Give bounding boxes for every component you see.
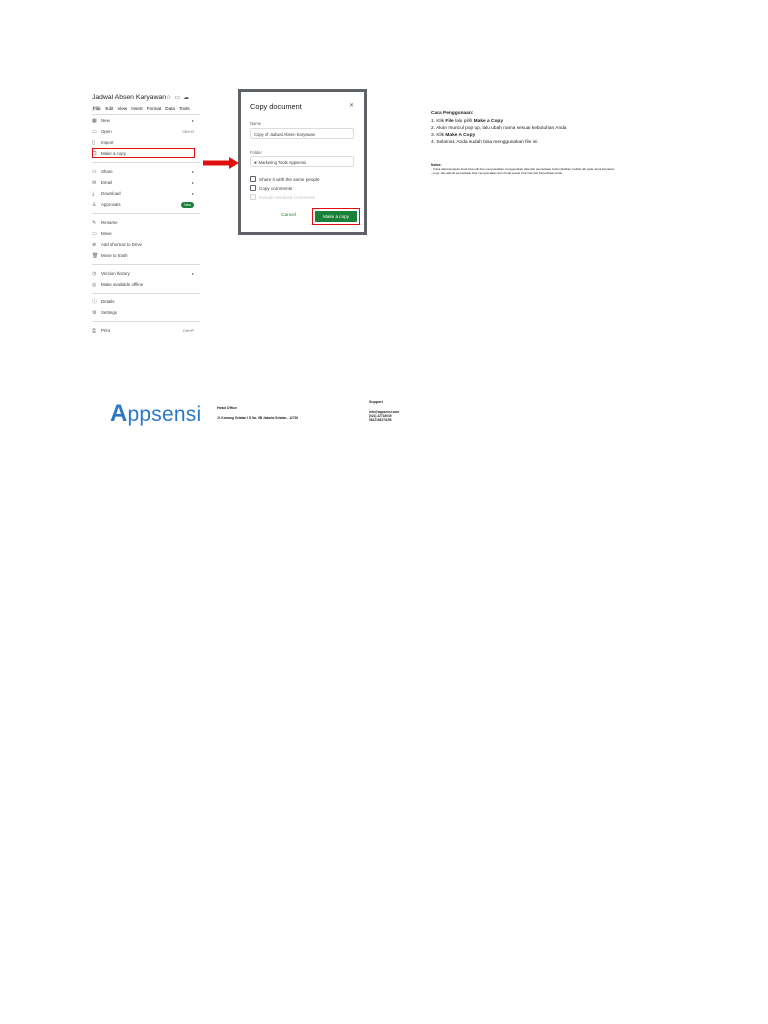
- step-3: 3. Klik Make A Copy: [431, 132, 476, 138]
- share-checkbox-row[interactable]: Share it with the same people: [250, 176, 320, 182]
- appsensi-logo: Appsensi: [110, 400, 202, 427]
- menu-separator: [92, 114, 200, 115]
- head-office-title: Head Office: [217, 406, 237, 410]
- menu-tools[interactable]: Tools: [178, 106, 190, 111]
- head-office-address: Jl. Kemang Selatan I D No. 9B Jakarta Selatan - 12730: [217, 416, 299, 420]
- menu-item-download[interactable]: ⤓ Download ▸: [92, 190, 194, 197]
- shortcut-icon: ⊕: [92, 241, 97, 248]
- menu-view[interactable]: View: [117, 106, 128, 111]
- support-title: Support: [369, 400, 383, 404]
- menu-item-details[interactable]: ⓘ Details: [92, 299, 115, 305]
- name-input[interactable]: Copy of Jadwal Absen Karyawan: [250, 128, 354, 139]
- share-checkbox[interactable]: [250, 176, 256, 182]
- notes-heading: Notes:: [431, 163, 442, 167]
- cloud-icon: ☁: [183, 95, 193, 101]
- cancel-button[interactable]: Cancel: [281, 213, 296, 218]
- menu-item-move-to-trash[interactable]: 🗑 Move to trash: [92, 252, 128, 259]
- step-1: 1. Klik File lalu pilih Make a Copy: [431, 118, 503, 124]
- folder-field[interactable]: [250, 156, 354, 167]
- info-icon: ⓘ: [92, 299, 98, 305]
- copy-comments-checkbox[interactable]: [250, 185, 256, 191]
- menu-item-offline[interactable]: ◎ Make available offline: [92, 281, 144, 288]
- menu-item-approvals[interactable]: ♙ Approvals New: [92, 200, 200, 209]
- history-icon: ◷: [92, 270, 97, 277]
- folder-label: Folder: [250, 150, 262, 155]
- new-badge: New: [181, 202, 194, 208]
- menu-separator: [92, 162, 200, 163]
- dialog-title: Copy document: [250, 102, 302, 111]
- name-label: Name: [250, 121, 262, 126]
- file-menu-screenshot: [90, 92, 202, 342]
- grid-icon: ▦: [92, 117, 97, 124]
- menu-item-add-shortcut[interactable]: ⊕ Add shortcut to Drive: [92, 241, 142, 248]
- menu-item-share[interactable]: ⚇ Share ▸: [92, 168, 194, 175]
- copy-icon: ❐: [92, 150, 97, 157]
- trash-icon: 🗑: [92, 252, 99, 259]
- menu-edit[interactable]: Edit: [105, 106, 114, 111]
- document-title: Jadwal Absen Karyawan: [92, 94, 167, 101]
- folder-value: Marketing Tools Appsensi: [258, 160, 306, 165]
- menu-data[interactable]: Data: [165, 106, 175, 111]
- copy-comments-checkbox-row[interactable]: Copy comments: [250, 185, 292, 191]
- title-icons: [166, 94, 192, 101]
- approvals-icon: ♙: [92, 201, 97, 208]
- offline-icon: ◎: [92, 281, 97, 288]
- close-icon[interactable]: ✕: [348, 103, 354, 109]
- note-2: - Logo, dan alamat perusahaan bisa menyesuaikan dan di edit sesuai informasi dari Perusahaan Anda: [431, 171, 562, 175]
- move-icon: ▭: [92, 230, 97, 237]
- menu-item-rename[interactable]: ✎ Rename: [92, 219, 118, 226]
- folder-icon: ■: [254, 160, 257, 165]
- menu-separator: [92, 213, 200, 214]
- resolved-comments-checkbox-row: Include resolved comments: [250, 194, 315, 200]
- menu-item-settings[interactable]: ⚙ Settings: [92, 309, 117, 316]
- menu-separator: [92, 264, 200, 265]
- menu-format[interactable]: Format: [146, 106, 162, 111]
- support-email: info@appsensi.com: [369, 410, 400, 414]
- download-icon: ⤓: [92, 190, 95, 197]
- instructions: [431, 111, 731, 146]
- menu-file[interactable]: File: [93, 106, 101, 111]
- copy-document-dialog: [238, 89, 367, 235]
- red-arrow-icon: [203, 157, 239, 169]
- resolved-comments-checkbox: [250, 194, 256, 200]
- menu-item-open[interactable]: ▭ Open Ctrl+O: [92, 128, 194, 135]
- menu-item-email[interactable]: ✉ Email ▸: [92, 179, 194, 186]
- support: [369, 400, 399, 423]
- instructions-heading: Cara Penggunaan:: [431, 111, 474, 116]
- menu-item-version-history[interactable]: ◷ Version history ▸: [92, 270, 194, 277]
- note-1: - Untuk data karyawan Anda bisa edit dan menyesuaikan menggunakan data dari perusahaan Anda (silahkan melihat tab pada nama karyawan: [431, 167, 615, 171]
- notes: [431, 163, 731, 175]
- dialog-body: [241, 92, 364, 232]
- gear-icon: ⚙: [92, 309, 97, 316]
- share-icon: ⚇: [92, 168, 97, 175]
- folder-move-icon: ▭: [174, 95, 184, 101]
- menu-separator: [92, 293, 200, 294]
- folder-icon: ▭: [92, 128, 97, 135]
- menu-separator: [92, 321, 200, 322]
- make-a-copy-button[interactable]: Make a copy: [315, 211, 357, 222]
- email-icon: ✉: [92, 179, 97, 186]
- step-4: 4. Selamat, Anda sudah bisa menggunakan file ini: [431, 140, 538, 146]
- make-a-copy-highlight: [92, 148, 195, 158]
- head-office: [217, 406, 298, 420]
- star-icon: ☆: [166, 95, 175, 101]
- support-phone-1: (021) 22718039: [369, 414, 392, 419]
- rename-icon: ✎: [92, 219, 97, 226]
- support-phone-2: 08121851TSZB: [369, 418, 392, 423]
- menu-item-make-a-copy[interactable]: ❐ Make a copy: [92, 150, 126, 157]
- file-import-icon: ▯: [92, 139, 95, 146]
- menu-item-move[interactable]: ▭ Move: [92, 230, 112, 237]
- menu-item-print[interactable]: ⎙ Print Ctrl+P: [92, 327, 194, 334]
- menu-item-new[interactable]: ▦ New ▸: [92, 117, 194, 124]
- menu-insert[interactable]: Insert: [131, 106, 143, 111]
- make-a-copy-highlight-box: [312, 208, 360, 225]
- step-2: 2. Akan muncul pop up, lalu ubah nama sesuai kebutuhan Anda: [431, 125, 567, 131]
- menu-item-import[interactable]: ▯ Import: [92, 139, 114, 146]
- menu-bar: [92, 106, 194, 111]
- print-icon: ⎙: [92, 327, 97, 334]
